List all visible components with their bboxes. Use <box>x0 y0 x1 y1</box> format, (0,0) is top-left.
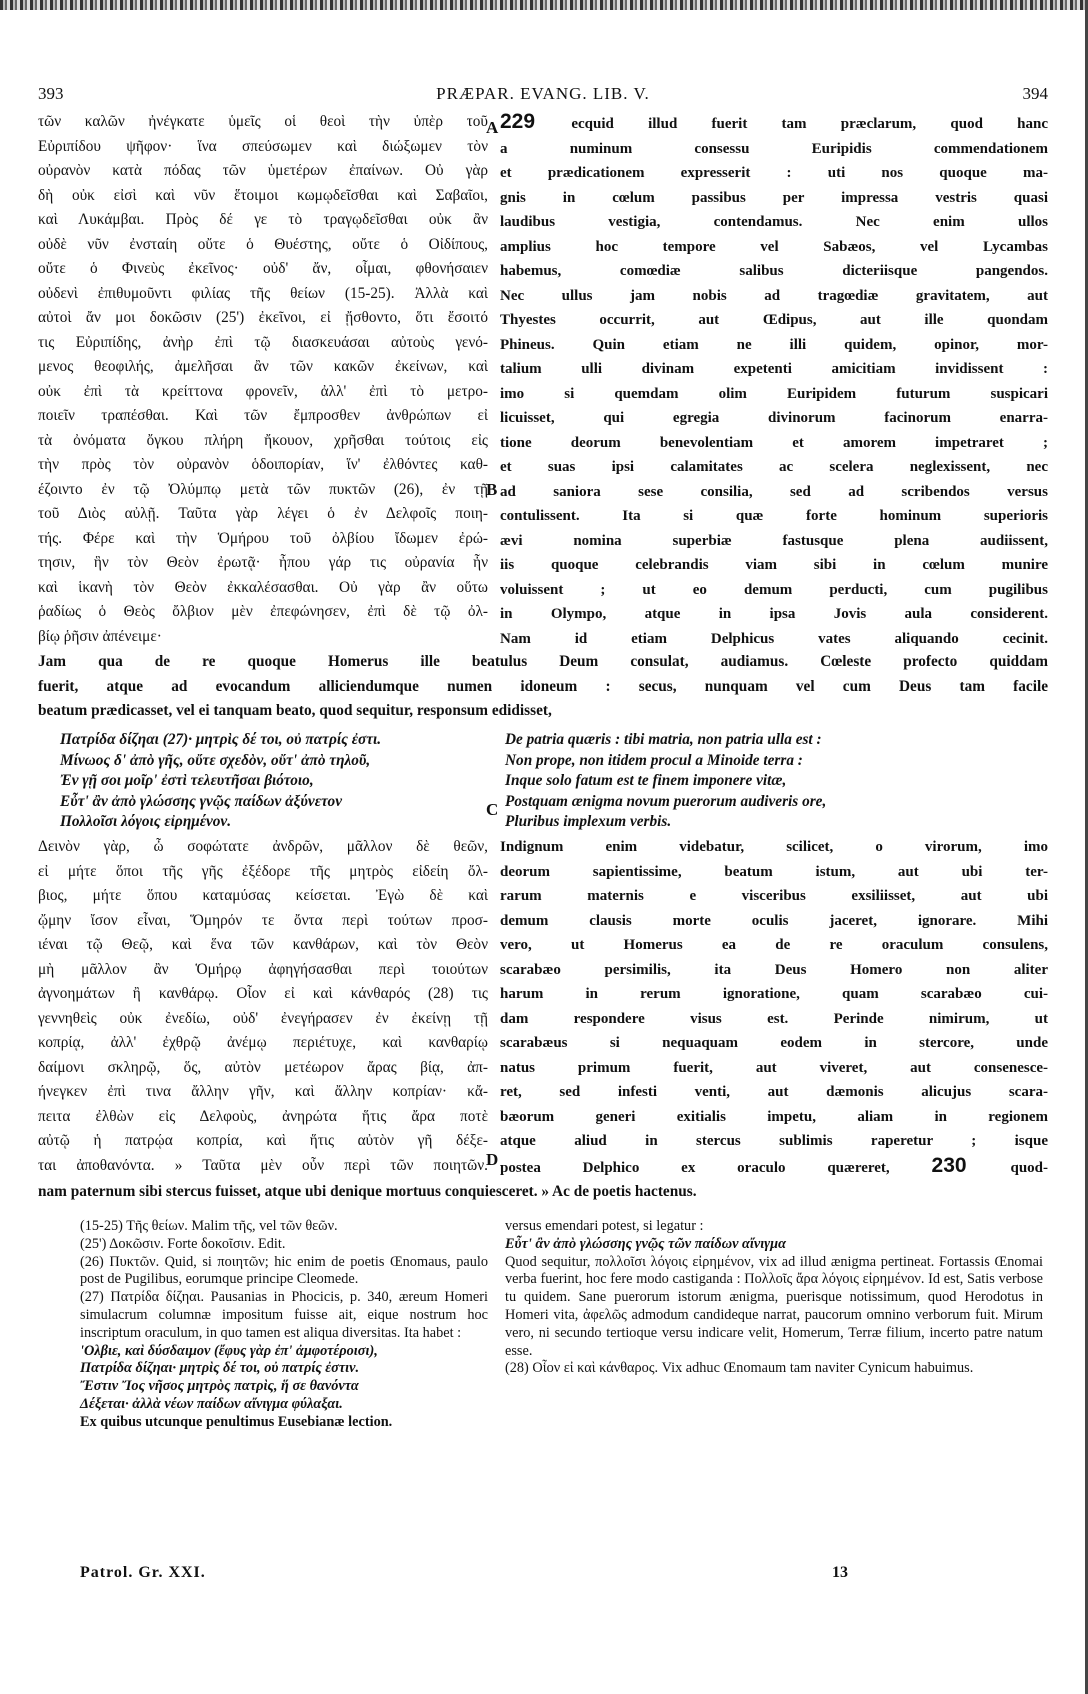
footnote-paragraph: (26) Πυκτῶν. Quid, si ποιητῶν; hic enim de poetis Œnomaus, paulo post de Pugilibus, eorumque principe Cleomede. <box>80 1253 488 1288</box>
footnote-paragraph: (15-25) Τῆς θείων. Malim τῆς, vel τῶν θεῶν. <box>80 1218 338 1234</box>
footnote-paragraph: Ex quibus utcunque penultimus Eusebianæ lection. <box>80 1413 393 1430</box>
verse-line: Ἐν γῇ σοι μοῖρ' ἐστὶ τελευτῆσαι βιότοιο, <box>60 772 314 789</box>
greek-line: τοῦ Διὸς αὐλῇ. Ταῦτα γὰρ λέγει ὁ ἐν Δελφοῖς ποιη- <box>38 505 488 522</box>
greek-line: ήνεγκεν ἐπὶ τινα ἄλλην γῆν, καὶ ἄλλην κοπρίαν· κἄ- <box>38 1083 488 1100</box>
latin-line: rarum maternis e visceribus exsiliisset, aut ubi <box>500 888 1048 904</box>
page-number-right: 394 <box>1022 84 1048 103</box>
greek-column-middle <box>38 835 488 1178</box>
latin-line-text: ad saniora sese consilia, sed ad scribendos versus <box>500 483 1048 500</box>
footer-signature: 13 <box>832 1564 848 1581</box>
oracle-verse-greek <box>60 730 381 833</box>
greek-line: τησιν, ἣν τὸν Θεὸν ἐρωτᾷ· ἦπου γάρ τις οὐρανία ἦν <box>38 554 488 571</box>
margin-marker-c: C <box>486 800 499 819</box>
footnotes-right <box>505 1218 1043 1378</box>
greek-line: ται ἀποθανόντα. » Ταῦτα μὲν οὖν περὶ τῶν ποιητῶν. <box>38 1156 488 1174</box>
footnote-paragraph: Quod sequitur, πολλοῖσι λόγοις εἰρημένον, vix ad illud ænigma pertineat. Fortassis Œnomai verba fuerint, hoc fere modo castiganda : Πολλοῖς ἄρα λόγοις εἰρημένον. Id est, Satis verbose tu quidem. Sane puerorum istorum ænigma, puerisque notissimum, quod Herodotus in Homeri vita, ἀφελῶς admodum candideque narrat, paucorum omnino verborum fuit. Mirum vero, ni secundo tertioque versu indicare velit, Homerum, Terræ filium, incerto patre natum esse. <box>505 1253 1043 1359</box>
greek-line: εἰ μήτε ὅποι τῆς γῆς ἐξέδορε τῆς μητρὸς εἰδείη ὄλ- <box>38 862 488 880</box>
greek-line: οὔτε ὁ Φινεὺς ἐκεῖνος· οὐδ' ἄν, οἶμαι, φθονήσαιεν <box>38 260 488 277</box>
verse-line: Πολλοῖσι λόγοις εἰρημένον. <box>60 813 232 830</box>
latin-line-text: et prædicationem expresserit : uti nos quoque ma- <box>500 165 1048 181</box>
latin-line-text: tione deorum benevolentiam et amorem impetraret ; <box>500 434 1048 451</box>
page-number-left: 393 <box>38 84 64 103</box>
latin-line: vero, ut Homerus ea de re oraculum consulens, <box>500 937 1048 953</box>
greek-line: τὴν πρὸς τὸν οὐρανὸν ὁδοιπορίαν, ἵν' ἐλθόντες καθ- <box>38 456 488 473</box>
verse-line: Postquam ænigma novum puerorum audiveris ore, <box>505 792 827 810</box>
latin-line <box>500 553 1048 578</box>
greek-line: πειτα ἐλθὼν εἰς Δελφοὺς, ἀνηρώτα ἥτις ἄρα ποτὲ <box>38 1107 488 1125</box>
greek-line: βίῳ ῥῆσιν ἀπένειμε· <box>38 627 162 645</box>
verse-line: De patria quæris : tibi matria, non patria ulla est : <box>505 731 822 748</box>
greek-line: δαίμονι σκληρῷ, ὅς, αὐτὸν μετέωρον ἄρας βίᾳ, ἀπ- <box>38 1058 488 1076</box>
latin-line <box>500 627 1048 652</box>
latin-line <box>500 578 1048 603</box>
latin-line-text: a numinum consessu Euripidis commendationem <box>500 140 1048 157</box>
greek-line: οὐκ ἐπὶ τὰ κρείττονα φρονεῖν, ἀλλ' ἐπὶ τὸ μετρο- <box>38 382 488 400</box>
latin-line <box>500 529 1048 554</box>
greek-line: τις Εὐριπίδης, ἀνὴρ ἐπὶ τῷ διασκευάσαι αὐτοὺς γενό- <box>38 333 488 351</box>
latin-line-text: licuisset, qui egregia divinorum facinorum enarra- <box>500 410 1048 426</box>
full-width-line: Jam qua de re quoque Homerus ille beatulus Deum consulat, audiamus. Cœleste profecto quiddam <box>38 653 1048 670</box>
verse-line: Εὖτ' ἂν ἀπὸ γλώσσης γνῷς παίδων ἀξύνετον <box>60 792 342 810</box>
greek-line: ᾤμην ἴσον εἶναι, Ὅμηρόν τε ὄντα περὶ τούτων προσ- <box>38 911 488 929</box>
greek-line: ποιεῖν τραπέσθαι. Καὶ τῶν ἔμπροσθεν ἀνθρώπων εἰ <box>38 407 488 424</box>
verse-line: Πατρίδα δίζηαι (27)· μητρὶς δέ τοι, οὐ πατρίς ἐστι. <box>60 731 382 748</box>
latin-line <box>500 357 1048 382</box>
greek-line: δὴ οὐκ εἰσὶ καὶ νῦν ἕτοιμοι κωμῳδεῖσθαι καὶ Σαβαῖοι, <box>38 186 488 204</box>
latin-line <box>500 1154 1048 1181</box>
footnote-paragraph: (27) Πατρίδα δίζηαι. Pausanias in Phocicis, p. 340, æreum Homeri simulacrum columnæ impositum fuisse ait, eique nostrum hoc inscriptum oraculum, in quo tamen est aliqua diversitas. Ita habet : <box>80 1289 488 1341</box>
latin-line-text: Nam id etiam Delphicus vates aliquando cecinit. <box>500 630 1048 647</box>
latin-line-text: Thyestes occurrit, aut Œdipus, aut ille quondam <box>500 312 1048 328</box>
latin-line <box>500 259 1048 284</box>
footer-collection: Patrol. Gr. XXI. <box>80 1564 206 1581</box>
latin-line-text: iis quoque celebrandis viam sibi in cœlum munire <box>500 557 1048 573</box>
latin-line-text: contulissent. Ita si quæ forte hominum superioris <box>500 508 1048 524</box>
latin-line: scarabæo persimilis, ita Deus Homero non aliter <box>500 961 1048 978</box>
greek-line: γεννηθεὶς οὐκ ἐνεδίω, οὐδ' ἐνεγήρασεν ἐν ἐκείνῃ τῇ <box>38 1009 488 1027</box>
latin-line <box>500 602 1048 627</box>
greek-line: ιέναι τῷ Θεῷ, καὶ ἕνα τῶν κανθάρων, καὶ τὸν Θεὸν <box>38 936 488 953</box>
scan-edge-band <box>0 0 1088 10</box>
latin-line: dam respondere visus est. Perinde nimirum, ut <box>500 1010 1048 1027</box>
latin-line: atque aliud in stercus sublimis raperetur ; isque <box>500 1133 1048 1149</box>
full-width-paragraph-middle: nam paternum sibi stercus fuisset, atque ubi denique mortuus conquiesceret. » Ac de poetis hactenus. <box>38 1183 697 1200</box>
latin-line <box>500 308 1048 333</box>
greek-line: μενος θεοφιλής, ἀμελῆσαι ἂν τῶν κακῶν ἐκείνων, καὶ <box>38 358 488 375</box>
latin-line <box>500 333 1048 358</box>
footnote-paragraph: Πατρίδα δίζηαι· μητρὶς δέ τοι, οὐ πατρίς ἐστιν. <box>80 1360 360 1377</box>
latin-line <box>500 161 1048 186</box>
latin-line-text: talium ulli divinam expetenti amicitiam invidissent : <box>500 361 1048 377</box>
latin-line <box>500 406 1048 431</box>
latin-line <box>500 186 1048 211</box>
latin-line-text: habemus, comœdiæ salibus dicteriisque pangendos. <box>500 263 1048 279</box>
footnote-paragraph: (28) Οἷον εἰ καὶ κάνθαρος. Vix adhuc Œnomaum tam naviter Cynicum habuimus. <box>505 1360 974 1377</box>
page-ref-number: 229 <box>500 110 572 133</box>
latin-line: natus primum fuerit, aut viveret, aut consenesce- <box>500 1059 1048 1076</box>
latin-line-text: postea Delphico ex oraculo quæreret, <box>500 1159 932 1176</box>
verse-line: Pluribus implexum verbis. <box>505 813 672 830</box>
greek-line: Δεινὸν γὰρ, ὦ σοφώτατε ἀνδρῶν, μᾶλλον δὲ θεῶν, <box>38 838 488 855</box>
margin-marker-a: A <box>486 118 499 137</box>
latin-line-text: gnis in cœlum passibus per impressa vestris quasi <box>500 189 1048 206</box>
latin-line-text: Phineus. Quin etiam ne illi quidem, opinor, mor- <box>500 336 1048 353</box>
full-width-paragraph-top <box>38 650 1048 724</box>
greek-line: οὐρανὸν κατὰ πόδας τῶν ὑμετέρων ἐπαίνων. Οὐ γὰρ <box>38 162 488 179</box>
footnotes-left <box>80 1218 488 1432</box>
greek-line: οὐδενὶ ἐπιθυμοῦντι φιλίας τῆς θείων (15-25). Ἀλλὰ καὶ <box>38 284 488 302</box>
page-ref-number: 230 <box>931 1153 1011 1177</box>
footnote-paragraph: versus emendari potest, si legatur : <box>505 1218 704 1234</box>
running-title: PRÆPAR. EVANG. LIB. V. <box>436 84 650 103</box>
latin-line: ret, sed infesti venti, aut dæmonis alicujus scara- <box>500 1084 1048 1100</box>
latin-line <box>500 137 1048 162</box>
latin-line <box>500 382 1048 407</box>
greek-line: τής. Φέρε καὶ τὴν Ὁμήρου τοῦ ὀλβίου ἴδωμεν ἐρώ- <box>38 529 488 547</box>
latin-line: deorum sapientissime, beatum istum, aut ubi ter- <box>500 863 1048 880</box>
greek-line: οὐδὲ νῦν ἐνσταίη οὔτε ὁ Θυέστης, οὔτε ὁ Οἰδίπους, <box>38 235 488 253</box>
verse-line: Inque solo fatum est te finem imponere vitæ, <box>505 772 787 789</box>
full-width-line: fuerit, atque ad evocandum alliciendumque numen idoneum : secus, nunquam vel cum Deus tam facile <box>38 677 1048 695</box>
greek-line: τῶν καλῶν ἠνέγκατε ὑμεῖς οἱ θεοὶ τὴν ὑπὲρ τοῦ <box>38 113 488 130</box>
latin-line <box>500 284 1048 309</box>
greek-line: έζοιντο ἐν τῷ Ὀλύμπῳ μετὰ τῶν πυκτῶν (26), ἐν τῇ <box>38 480 488 498</box>
greek-line: αὐτοὶ ἄν μοι δοκῶσιν (25') ἐκεῖνοι, εἰ ᾔσθοντο, ὅτι ἔσοιτό <box>38 309 488 326</box>
latin-line <box>500 431 1048 456</box>
latin-column-top <box>500 110 1048 651</box>
oracle-verse-latin <box>505 730 826 833</box>
latin-line-text: et suas ipsi calamitates ac scelera neglexissent, nec <box>500 459 1048 475</box>
greek-line: αὐτῷ ἡ πατρῴα κοπρία, καὶ ἥτις αὐτὸν γῆ δέξε- <box>38 1132 488 1149</box>
footnote-paragraph: Δέξεται· ἀλλὰ νέων παίδων αἴνιγμα φύλαξαι. <box>80 1395 343 1412</box>
greek-line: μὴ μᾶλλον ἂν Ὁμήρῳ ἀφηγήσασθαι περὶ τοιούτων <box>38 960 488 978</box>
greek-line: ῥαδίως ὁ Θεὸς ὄλβιον μὲν ἐπεφώνησεν, ἐπὶ δὲ τῷ ὀλ- <box>38 603 488 620</box>
greek-line: τὰ ὀνόματα ὄγκου πλήρη ἤκουον, χρῆσθαι τούτοις εἰς <box>38 431 488 449</box>
latin-line-text: imo si quemdam olim Euripidem futurum suspicari <box>500 385 1048 402</box>
verse-line: Non prope, non itidem procul a Minoide terra : <box>505 751 803 769</box>
footnote-paragraph: 'Ολβιε, καὶ δύσδαιμον (ἔφυς γὰρ ἐπ' ἀμφοτέροισι), <box>80 1342 378 1359</box>
latin-line-text: voluissent ; ut eo demum perducti, cum pugilibus <box>500 581 1048 598</box>
latin-line-text: ævi nomina superbiæ fastusque plena audiissent, <box>500 532 1048 549</box>
latin-line <box>500 480 1048 505</box>
greek-line: Εὐριπίδου ψῆφον· ἵνα σπεύσωμεν καὶ διώξωμεν τὸν <box>38 137 488 155</box>
latin-line-text: quod- <box>1010 1159 1049 1176</box>
greek-line: κοπρίᾳ, ἀλλ' ἐχθρῷ ἀνέμῳ περιέτυχε, καὶ κανθαρίῳ <box>38 1034 488 1051</box>
latin-line-text: Nec ullus jam nobis ad tragœdiæ gravitatem, aut <box>500 287 1048 304</box>
latin-line-text: laudibus vestigia, contendamus. Nec enim ullos <box>500 214 1048 230</box>
greek-line: καὶ Λυκάμβαι. Πρὸς δέ γε τὸ τραγῳδεῖσθαι οὐκ ἂν <box>38 211 488 228</box>
latin-line-text: in Olympo, atque in ipsa Jovis aula considerent. <box>500 606 1048 622</box>
margin-marker-b: B <box>486 480 498 499</box>
latin-line: bæorum generi exitialis impetu, aliam in regionem <box>500 1108 1048 1125</box>
running-header <box>38 84 1048 108</box>
latin-line: Indignum enim videbatur, scilicet, o virorum, imo <box>500 839 1048 855</box>
greek-line: ἀγνοημάτων ἢ κανθάρῳ. Οἷον εἰ καὶ κάνθαρός (28) τις <box>38 985 488 1002</box>
margin-marker-d: D <box>486 1150 499 1169</box>
latin-line <box>500 455 1048 480</box>
footnote-paragraph: Εὖτ' ἂν ἀπὸ γλώσσης γνῷς τῶν παίδων αἴνιγμα <box>505 1235 786 1252</box>
latin-line: scarabæus si nequaquam eodem in stercore, unde <box>500 1035 1048 1051</box>
footnote-paragraph: (25') Δοκῶσιν. Forte δοκοῖσιν. Edit. <box>80 1235 286 1252</box>
latin-line: harum in rerum ignoratione, quam scarabæo cui- <box>500 986 1048 1002</box>
greek-column-top <box>38 110 488 649</box>
latin-line: demum clausis morte oculis jaceret, ignorare. Mihi <box>500 912 1048 929</box>
latin-column-middle <box>500 835 1048 1180</box>
footnote-paragraph: Ἔστιν Ἴος νῆσος μητρὸς πατρὶς, ἥ σε θανόντα <box>80 1378 359 1395</box>
latin-line <box>500 210 1048 235</box>
greek-line: καὶ ἱκανὴ τὸν Θεὸν ἐκκαλέσασθαι. Οὐ γὰρ ἂν οὕτω <box>38 578 488 596</box>
latin-line-text: amplius hoc tempore vel Sabæos, vel Lycambas <box>500 238 1048 255</box>
greek-line: βιος, μήτε ὅπου καταμύσας κείσεται. Ἐγὼ δὲ καὶ <box>38 887 488 904</box>
latin-line <box>500 504 1048 529</box>
latin-line-text: ecquid illud fuerit tam præclarum, quod hanc <box>571 116 1048 132</box>
latin-line <box>500 110 1048 137</box>
full-width-line: beatum prædicasset, vel ei tanquam beato, quod sequitur, responsum edidisset, <box>38 702 552 719</box>
latin-line <box>500 235 1048 260</box>
verse-line: Μίνωος δ' ἀπὸ γῆς, οὔτε σχεδὸν, οὔτ' ἀπὸ τηλοῦ, <box>60 751 371 769</box>
